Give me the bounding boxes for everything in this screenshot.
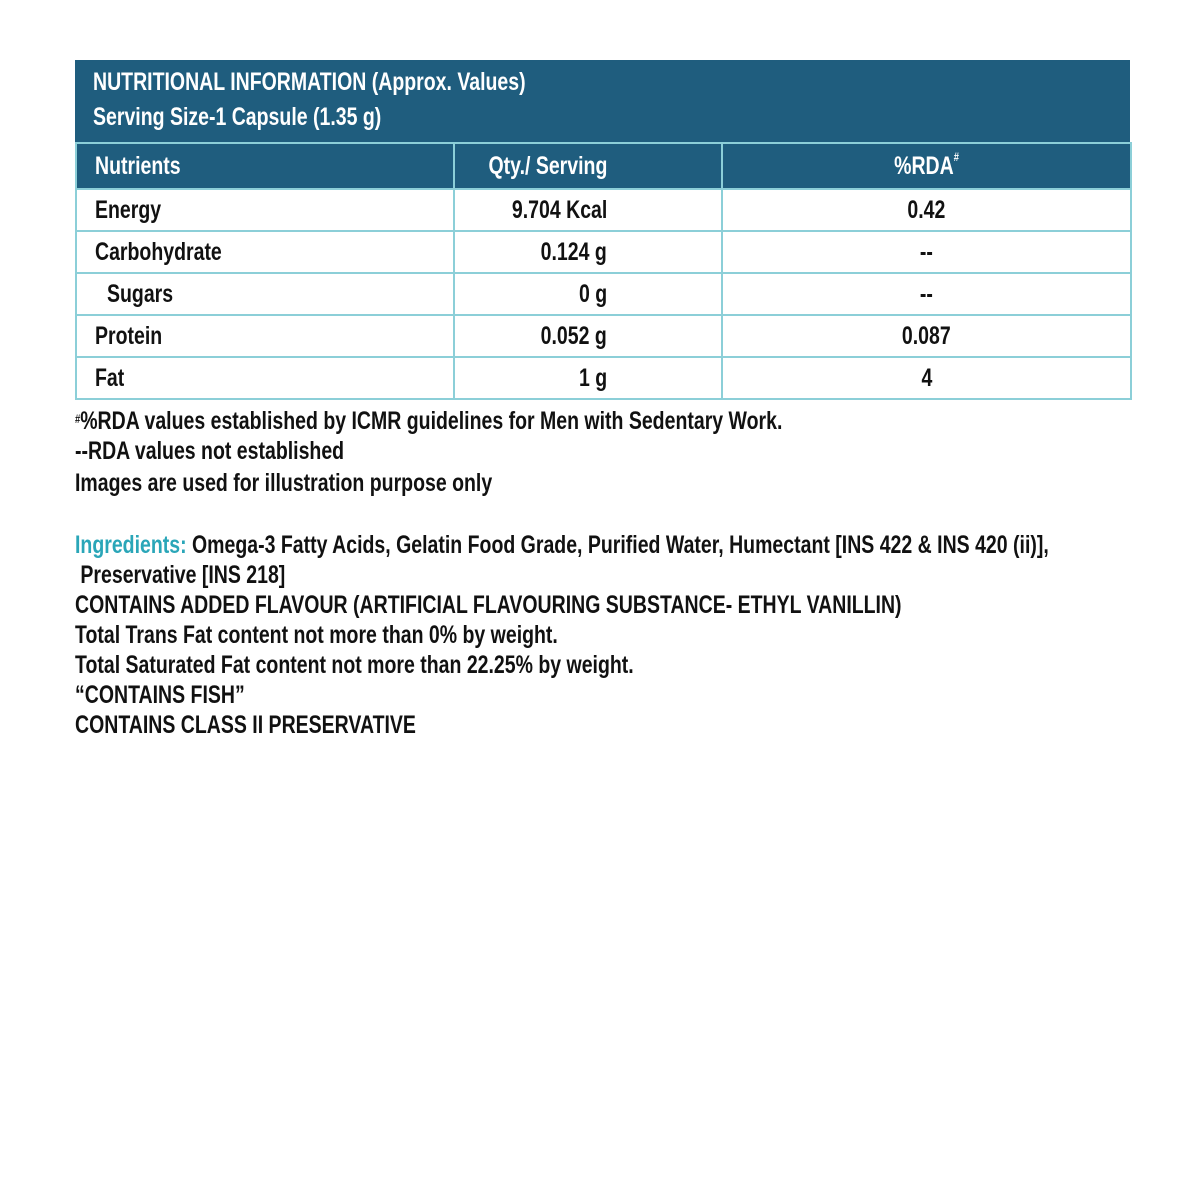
nutrient-rda: -- bbox=[722, 273, 1131, 315]
nutrient-qty: 1 g bbox=[454, 357, 722, 399]
nutrient-name: Energy bbox=[76, 189, 454, 231]
column-header-rda: %RDA# bbox=[722, 143, 1131, 189]
column-header-nutrients: Nutrients bbox=[76, 143, 454, 189]
statement-saturated-fat: Total Saturated Fat content not more than 22.25% by weight. bbox=[75, 651, 634, 679]
serving-size: Serving Size-1 Capsule (1.35 g) bbox=[93, 103, 382, 131]
nutrient-name: Sugars bbox=[76, 273, 454, 315]
table-row bbox=[76, 189, 1131, 231]
table-row bbox=[76, 357, 1131, 399]
nutrient-qty: 0.052 g bbox=[454, 315, 722, 357]
statement-preservative: CONTAINS CLASS II PRESERVATIVE bbox=[75, 711, 416, 739]
ingredients-section bbox=[75, 530, 1200, 740]
statement-added-flavour: CONTAINS ADDED FLAVOUR (ARTIFICIAL FLAVOURING SUBSTANCE- ETHYL VANILLIN) bbox=[75, 591, 902, 619]
nutrient-qty: 9.704 Kcal bbox=[454, 189, 722, 231]
nutrition-panel bbox=[75, 60, 1130, 400]
rda-footnote: #%RDA values established by ICMR guidelines for Men with Sedentary Work. bbox=[75, 407, 783, 435]
nutrient-name: Protein bbox=[76, 315, 454, 357]
nutrient-qty: 0 g bbox=[454, 273, 722, 315]
ingredients-label: Ingredients: bbox=[75, 531, 187, 559]
table-row bbox=[76, 315, 1131, 357]
nutrition-table bbox=[75, 142, 1132, 400]
nutrient-name: Carbohydrate bbox=[76, 231, 454, 273]
ingredients-line-continued: Preservative [INS 218] bbox=[75, 561, 286, 589]
illustration-note: Images are used for illustration purpose only bbox=[75, 469, 493, 497]
statement-contains-fish: “CONTAINS FISH” bbox=[75, 681, 245, 709]
nutrition-header bbox=[75, 60, 1130, 142]
statement-trans-fat: Total Trans Fat content not more than 0% by weight. bbox=[75, 621, 558, 649]
column-header-qty: Qty./ Serving bbox=[454, 143, 722, 189]
ingredients-line: Ingredients: Omega-3 Fatty Acids, Gelatin Food Grade, Purified Water, Humectant [INS 422 & INS 420 (ii)], bbox=[75, 531, 1049, 559]
nutrient-qty: 0.124 g bbox=[454, 231, 722, 273]
nutrition-title: NUTRITIONAL INFORMATION (Approx. Values) bbox=[93, 68, 526, 96]
nutrient-name: Fat bbox=[76, 357, 454, 399]
nutrient-rda: 4 bbox=[722, 357, 1131, 399]
footnotes bbox=[75, 406, 982, 500]
table-row bbox=[76, 231, 1131, 273]
nutrient-rda: -- bbox=[722, 231, 1131, 273]
table-row bbox=[76, 273, 1131, 315]
nutrient-rda: 0.087 bbox=[722, 315, 1131, 357]
nutrient-rda: 0.42 bbox=[722, 189, 1131, 231]
rda-not-established-note: --RDA values not established bbox=[75, 437, 345, 465]
table-header-row bbox=[76, 143, 1131, 189]
